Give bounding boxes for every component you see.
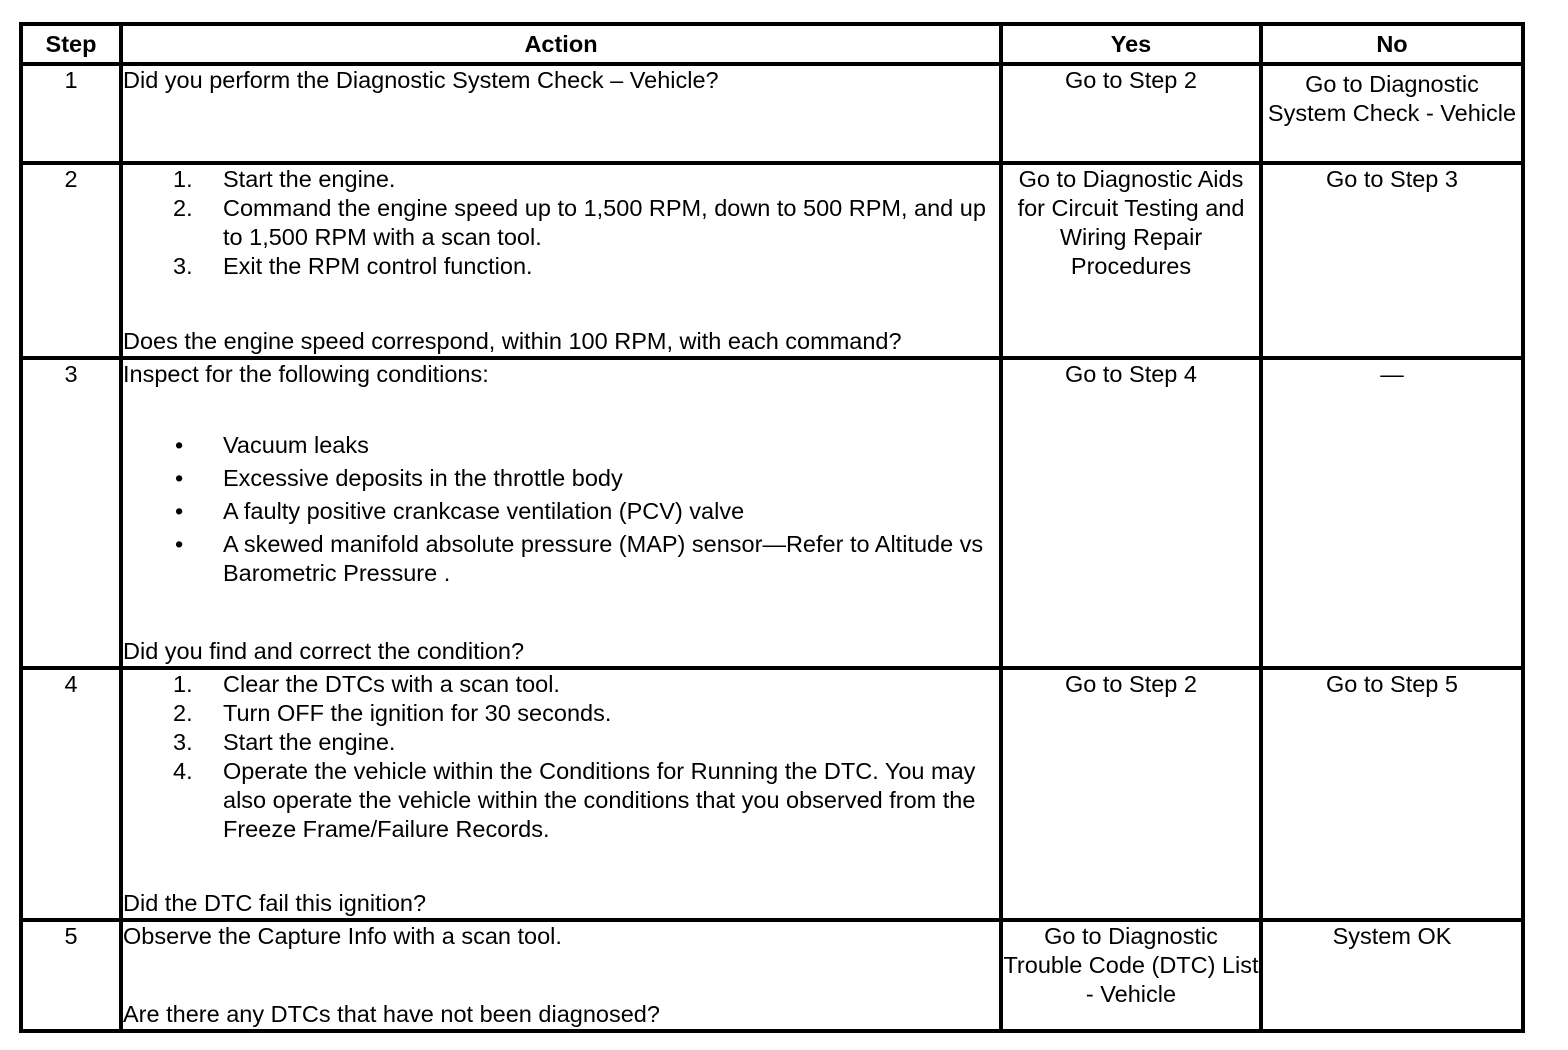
action-question: Does the engine speed correspond, within 100 RPM, with each command? <box>123 328 902 354</box>
list-item <box>123 699 999 728</box>
no-cell: Go to Step 5 <box>1261 668 1523 920</box>
list-marker: 3. <box>173 253 193 279</box>
table-row-step-2 <box>21 163 1523 358</box>
action-cell <box>121 920 1001 1031</box>
list-item <box>123 757 999 844</box>
list-marker: 4. <box>173 758 193 784</box>
action-intro: Did you perform the Diagnostic System Check – Vehicle? <box>123 67 719 93</box>
list-marker: 1. <box>173 166 193 192</box>
list-marker: 2. <box>173 195 193 221</box>
yes-cell: Go to Diagnostic Trouble Code (DTC) List - Vehicle <box>1001 920 1261 1031</box>
action-cell <box>121 64 1001 163</box>
list-text: Excessive deposits in the throttle body <box>223 465 623 491</box>
list-text: Vacuum leaks <box>223 432 369 458</box>
no-cell: Go to Step 3 <box>1261 163 1523 358</box>
step-number: 2 <box>21 163 121 358</box>
list-item <box>123 497 999 526</box>
list-marker: 1. <box>173 671 193 697</box>
list-item <box>123 431 999 460</box>
list-text: A faulty positive crankcase ventilation (PCV) valve <box>223 498 745 524</box>
no-cell: — <box>1261 358 1523 668</box>
list-text: Exit the RPM control function. <box>223 253 533 279</box>
list-text: Command the engine speed up to 1,500 RPM, down to 500 RPM, and up to 1,500 RPM with a scan tool. <box>223 195 986 250</box>
list-item <box>123 530 999 588</box>
list-item <box>123 670 999 699</box>
action-cell <box>121 163 1001 358</box>
header-row <box>21 24 1523 64</box>
header-action: Action <box>121 24 1001 64</box>
step-number: 3 <box>21 358 121 668</box>
conditions-list <box>123 427 999 592</box>
list-item <box>123 165 999 194</box>
diagnostic-table <box>19 22 1525 1033</box>
header-step: Step <box>21 24 121 64</box>
list-marker: 3. <box>173 729 193 755</box>
list-item <box>123 194 999 252</box>
action-cell <box>121 668 1001 920</box>
list-item <box>123 252 999 281</box>
action-cell <box>121 358 1001 668</box>
list-text: Turn OFF the ignition for 30 seconds. <box>223 700 612 726</box>
yes-cell: Go to Step 2 <box>1001 64 1261 163</box>
yes-cell: Go to Diagnostic Aids for Circuit Testing and Wiring Repair Procedures <box>1001 163 1261 358</box>
list-text: Operate the vehicle within the Conditions for Running the DTC. You may also operate the vehicle within the conditions that you observed from the Freeze Frame/Failure Records. <box>223 758 976 842</box>
yes-cell: Go to Step 4 <box>1001 358 1261 668</box>
step-number: 4 <box>21 668 121 920</box>
step-number: 5 <box>21 920 121 1031</box>
table-row-step-4 <box>21 668 1523 920</box>
table-row-step-3 <box>21 358 1523 668</box>
action-intro: Inspect for the following conditions: <box>123 361 489 387</box>
bullet-marker: • <box>175 531 184 557</box>
action-question: Are there any DTCs that have not been diagnosed? <box>123 1001 660 1027</box>
action-intro: Observe the Capture Info with a scan tool. <box>123 923 562 949</box>
bullet-marker: • <box>175 432 184 458</box>
list-marker: 2. <box>173 700 193 726</box>
list-text: A skewed manifold absolute pressure (MAP) sensor—Refer to Altitude vs Barometric Pressure . <box>223 531 984 586</box>
table-row-step-1 <box>21 64 1523 163</box>
step-number: 1 <box>21 64 121 163</box>
no-cell: System OK <box>1261 920 1523 1031</box>
table-row-step-5 <box>21 920 1523 1031</box>
list-item <box>123 728 999 757</box>
list-text: Start the engine. <box>223 166 396 192</box>
action-question: Did the DTC fail this ignition? <box>123 890 427 916</box>
list-item <box>123 464 999 493</box>
action-steps-list <box>123 165 999 281</box>
bullet-marker: • <box>175 498 184 524</box>
no-cell: Go to Diagnostic System Check - Vehicle <box>1261 64 1523 163</box>
header-yes: Yes <box>1001 24 1261 64</box>
action-question: Did you find and correct the condition? <box>123 638 525 664</box>
header-no: No <box>1261 24 1523 64</box>
list-text: Clear the DTCs with a scan tool. <box>223 671 560 697</box>
yes-cell: Go to Step 2 <box>1001 668 1261 920</box>
list-text: Start the engine. <box>223 729 396 755</box>
bullet-marker: • <box>175 465 184 491</box>
action-steps-list <box>123 670 999 844</box>
